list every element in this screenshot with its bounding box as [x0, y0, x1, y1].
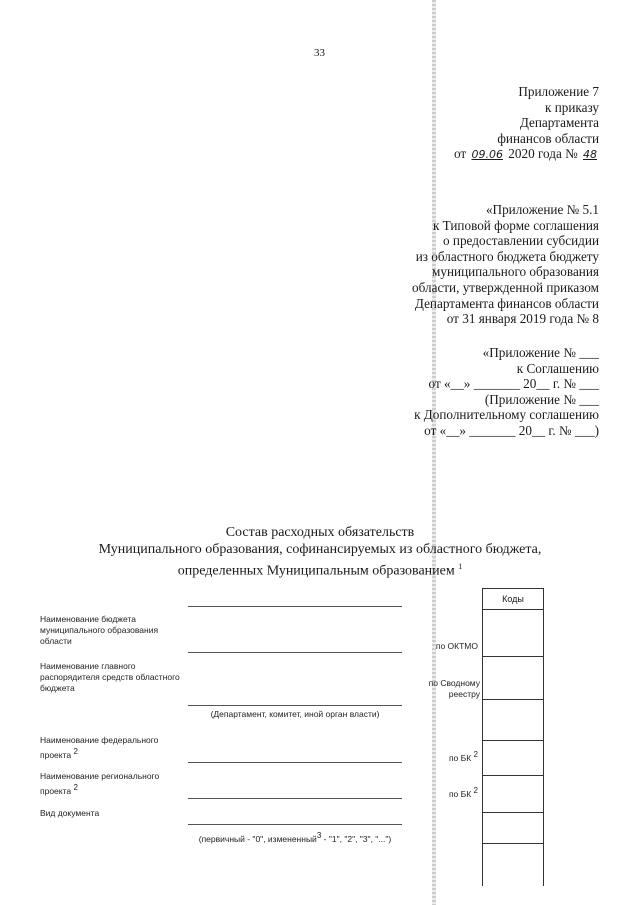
appendix-7-line: Приложение 7	[518, 84, 599, 99]
field-federal-project-label: Наименование федерального проекта 2	[40, 735, 159, 760]
appendix-7-block	[454, 84, 599, 163]
agreement-line: от «__» _______ 20__ г. № ___	[428, 376, 599, 392]
date-prefix: от	[454, 146, 467, 162]
svodny-reestr-label: по Сводному реестру	[428, 678, 480, 699]
code-cell-doc-type	[483, 813, 543, 844]
appendix-5-1-line: к Типовой форме соглашения	[432, 217, 599, 233]
appendix-5-1-line: Департамента финансов области	[414, 295, 599, 311]
field-regional-project-line	[188, 798, 402, 799]
scan-fold-line	[432, 0, 436, 905]
field-manager-line	[188, 705, 402, 706]
appendix-7-line: финансов области	[497, 130, 599, 146]
field-budget-name-label: Наименование бюджета муниципального образования области	[40, 614, 159, 646]
code-cell-extra	[483, 844, 543, 886]
field-doc-type-line	[188, 824, 402, 825]
appendix-5-1-line: от 31 января 2019 года № 8	[446, 311, 599, 327]
appendix-7-line: Департамента	[519, 115, 599, 131]
appendix-5-1-line: из областного бюджета бюджету	[415, 248, 599, 264]
codes-header: Коды	[483, 589, 543, 610]
appendix-5-1-line: области, утвержденной приказом	[412, 279, 599, 295]
appendix-5-1-block	[412, 202, 599, 327]
agreement-block	[414, 345, 599, 439]
document-title	[0, 524, 640, 580]
code-cell-bk-2	[483, 776, 543, 813]
appendix-7-line: к приказу	[545, 99, 599, 115]
agreement-line: (Приложение № ___	[484, 391, 599, 407]
footnote-mark: 1	[458, 562, 463, 571]
codes-table	[482, 588, 544, 886]
bk-label-2: по БК 2	[448, 786, 478, 799]
title-line: определенных Муниципальным образованием $^1$	[177, 562, 463, 579]
field-doc-type-note: (первичный - "0", измененный3 - "1", "2", "3", "...")	[198, 831, 392, 844]
field-federal-project-line	[188, 762, 402, 763]
date-middle: 2020 года №	[508, 146, 578, 162]
appendix-5-1-line: о предоставлении субсидии	[443, 233, 599, 249]
field-regional-project-label: Наименование регионального проекта 2	[40, 771, 160, 796]
appendix-5-1-line: «Приложение № 5.1	[485, 202, 599, 217]
field-manager-label: Наименование главного распорядителя средств областного бюджета	[40, 661, 180, 693]
code-cell-oktmo	[483, 657, 543, 700]
handwritten-number: 48	[583, 148, 597, 162]
title-line: Муниципального образования, софинансируемых из областного бюджета,	[98, 542, 542, 557]
bk-label-1: по БК 2	[448, 750, 478, 763]
field-doc-type-label: Вид документа	[40, 808, 100, 818]
agreement-line: от «__» _______ 20__ г. № ___)	[424, 422, 599, 438]
field-manager-note: (Департамент, комитет, иной орган власти)	[210, 709, 380, 719]
appendix-7-date-line	[454, 146, 599, 163]
agreement-line: «Приложение № ___	[482, 345, 599, 360]
agreement-line: к Дополнительному соглашению	[414, 407, 599, 423]
oktmo-label: по ОКТМО	[435, 641, 478, 651]
code-cell-budget	[483, 610, 543, 657]
field-budget-name-line	[188, 652, 402, 653]
handwritten-date: 09.06	[471, 148, 503, 162]
code-cell-svodny	[483, 700, 543, 741]
field-budget-name-topline	[188, 606, 402, 607]
appendix-5-1-line: муниципального образования	[432, 264, 599, 280]
agreement-line: к Соглашению	[516, 360, 599, 376]
code-cell-bk-1	[483, 741, 543, 776]
title-line: Состав расходных обязательств	[225, 525, 415, 540]
page-number: 33	[314, 47, 325, 59]
